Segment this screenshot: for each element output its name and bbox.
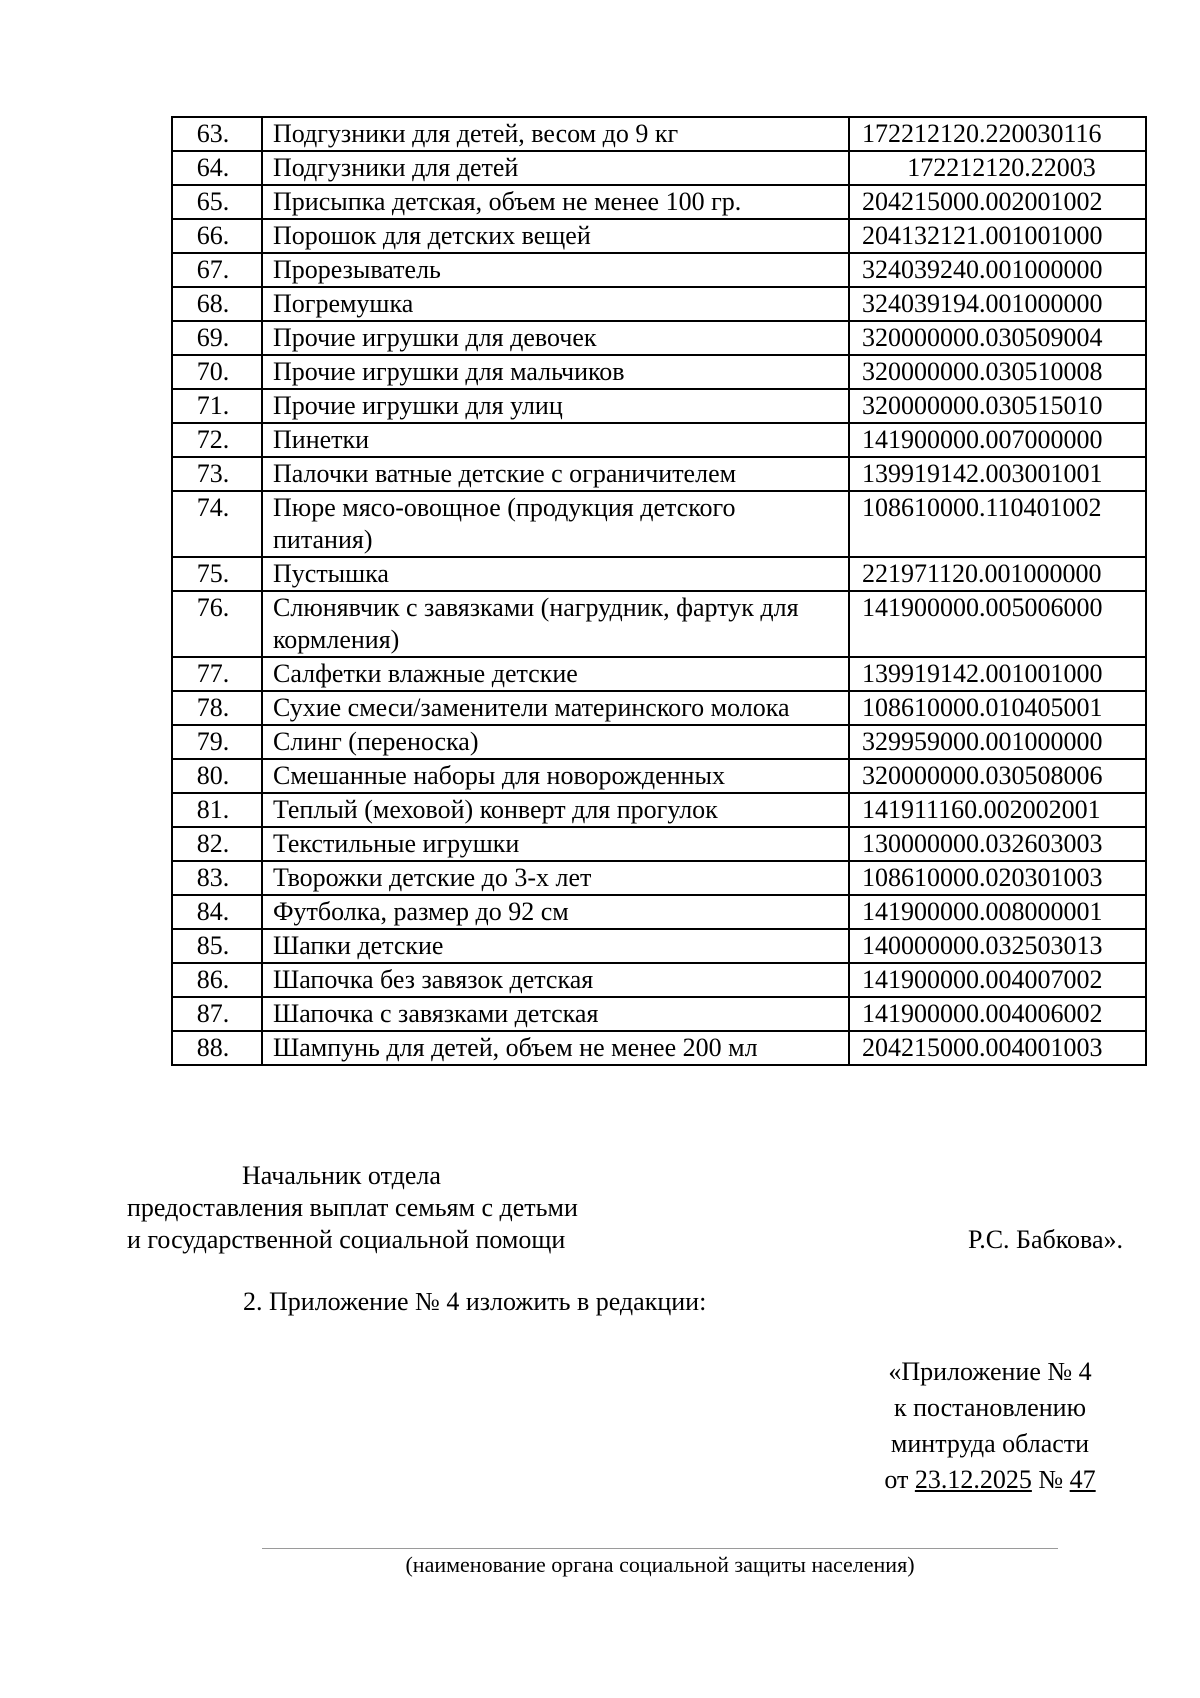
row-number: 76. xyxy=(172,591,262,657)
table-row xyxy=(172,557,1146,591)
row-number: 73. xyxy=(172,457,262,491)
item-code: 320000000.030509004 xyxy=(849,321,1146,355)
item-code: 204132121.001001000 xyxy=(849,219,1146,253)
item-code: 141900000.007000000 xyxy=(849,423,1146,457)
item-name: Прочие игрушки для мальчиков xyxy=(262,355,849,389)
item-code: 108610000.010405001 xyxy=(849,691,1146,725)
row-number: 70. xyxy=(172,355,262,389)
item-name: Творожки детские до 3-х лет xyxy=(262,861,849,895)
item-code: 141911160.002002001 xyxy=(849,793,1146,827)
table-row xyxy=(172,287,1146,321)
appendix-number: 47 xyxy=(1069,1465,1096,1494)
table-row xyxy=(172,759,1146,793)
position-line-2: предоставления выплат семьям с детьми xyxy=(127,1193,578,1222)
item-name: Шапочка с завязками детская xyxy=(262,997,849,1031)
table-row xyxy=(172,963,1146,997)
item-name: Футболка, размер до 92 см xyxy=(262,895,849,929)
item-name: Текстильные игрушки xyxy=(262,827,849,861)
row-number: 74. xyxy=(172,491,262,557)
item-code: 324039240.001000000 xyxy=(849,253,1146,287)
item-name: Подгузники для детей xyxy=(262,151,849,185)
item-code: 139919142.001001000 xyxy=(849,657,1146,691)
row-number: 82. xyxy=(172,827,262,861)
table-row xyxy=(172,389,1146,423)
item-code: 320000000.030515010 xyxy=(849,389,1146,423)
table-row xyxy=(172,861,1146,895)
table-row xyxy=(172,321,1146,355)
table-row xyxy=(172,423,1146,457)
item-code: 329959000.001000000 xyxy=(849,725,1146,759)
item-name: Пюре мясо-овощное (продукция детского питания) xyxy=(262,491,849,557)
item-code: 141900000.005006000 xyxy=(849,591,1146,657)
item-name: Шампунь для детей, объем не менее 200 мл xyxy=(262,1031,849,1065)
row-number: 88. xyxy=(172,1031,262,1065)
item-code: 130000000.032603003 xyxy=(849,827,1146,861)
item-code: 320000000.030508006 xyxy=(849,759,1146,793)
row-number: 79. xyxy=(172,725,262,759)
table-row xyxy=(172,895,1146,929)
item-code: 172212120.22003 xyxy=(849,151,1146,185)
from-label: от xyxy=(884,1465,909,1494)
appendix-line-1: «Приложение № 4 xyxy=(888,1357,1092,1386)
item-name: Слинг (переноска) xyxy=(262,725,849,759)
item-name: Прочие игрушки для улиц xyxy=(262,389,849,423)
table-row xyxy=(172,491,1146,557)
appendix-date: 23.12.2025 xyxy=(914,1465,1032,1494)
item-name: Смешанные наборы для новорожденных xyxy=(262,759,849,793)
table-row xyxy=(172,657,1146,691)
item-name: Присыпка детская, объем не менее 100 гр. xyxy=(262,185,849,219)
table-row xyxy=(172,355,1146,389)
table-row xyxy=(172,691,1146,725)
item-name: Порошок для детских вещей xyxy=(262,219,849,253)
table-row xyxy=(172,1031,1146,1065)
blank-line xyxy=(262,1548,1058,1549)
table-row xyxy=(172,151,1146,185)
table-row xyxy=(172,827,1146,861)
item-code: 320000000.030510008 xyxy=(849,355,1146,389)
row-number: 85. xyxy=(172,929,262,963)
blank-line-caption: (наименование органа социальной защиты населения) xyxy=(405,1552,915,1577)
item-name: Шапки детские xyxy=(262,929,849,963)
item-code: 139919142.003001001 xyxy=(849,457,1146,491)
table-row xyxy=(172,929,1146,963)
signatory-position xyxy=(127,1160,647,1256)
row-number: 75. xyxy=(172,557,262,591)
item-name: Шапочка без завязок детская xyxy=(262,963,849,997)
position-line-3: и государственной социальной помощи xyxy=(127,1225,566,1254)
position-line-1: Начальник отдела xyxy=(242,1161,441,1190)
goods-table-body xyxy=(172,117,1146,1065)
table-row xyxy=(172,591,1146,657)
row-number: 65. xyxy=(172,185,262,219)
item-code: 324039194.001000000 xyxy=(849,287,1146,321)
row-number: 68. xyxy=(172,287,262,321)
table-row xyxy=(172,185,1146,219)
row-number: 69. xyxy=(172,321,262,355)
item-name: Прорезыватель xyxy=(262,253,849,287)
row-number: 63. xyxy=(172,117,262,151)
item-code: 172212120.220030116 xyxy=(849,117,1146,151)
appendix-header xyxy=(840,1354,1140,1498)
item-name: Пинетки xyxy=(262,423,849,457)
row-number: 80. xyxy=(172,759,262,793)
number-label: № xyxy=(1038,1465,1064,1494)
paragraph-2: 2. Приложение № 4 изложить в редакции: xyxy=(243,1287,707,1316)
item-name: Прочие игрушки для девочек xyxy=(262,321,849,355)
item-name: Теплый (меховой) конверт для прогулок xyxy=(262,793,849,827)
item-code: 141900000.004006002 xyxy=(849,997,1146,1031)
item-code: 204215000.004001003 xyxy=(849,1031,1146,1065)
table-row xyxy=(172,219,1146,253)
item-name: Погремушка xyxy=(262,287,849,321)
appendix-line-3: минтруда области xyxy=(890,1429,1090,1458)
item-name: Слюнявчик с завязками (нагрудник, фартук для кормления) xyxy=(262,591,849,657)
appendix-line-2: к постановлению xyxy=(893,1393,1087,1422)
row-number: 77. xyxy=(172,657,262,691)
table-row xyxy=(172,793,1146,827)
item-name: Палочки ватные детские с ограничителем xyxy=(262,457,849,491)
row-number: 84. xyxy=(172,895,262,929)
item-code: 108610000.020301003 xyxy=(849,861,1146,895)
row-number: 78. xyxy=(172,691,262,725)
item-code: 204215000.002001002 xyxy=(849,185,1146,219)
row-number: 71. xyxy=(172,389,262,423)
item-code: 141900000.004007002 xyxy=(849,963,1146,997)
row-number: 64. xyxy=(172,151,262,185)
item-code: 221971120.001000000 xyxy=(849,557,1146,591)
row-number: 81. xyxy=(172,793,262,827)
table-row xyxy=(172,253,1146,287)
row-number: 66. xyxy=(172,219,262,253)
item-name: Сухие смеси/заменители материнского молока xyxy=(262,691,849,725)
row-number: 86. xyxy=(172,963,262,997)
item-name: Пустышка xyxy=(262,557,849,591)
item-name: Подгузники для детей, весом до 9 кг xyxy=(262,117,849,151)
item-code: 141900000.008000001 xyxy=(849,895,1146,929)
signatory-name: Р.С. Бабкова». xyxy=(968,1225,1124,1254)
goods-table xyxy=(171,116,1147,1066)
item-code: 108610000.110401002 xyxy=(849,491,1146,557)
row-number: 72. xyxy=(172,423,262,457)
item-code: 140000000.032503013 xyxy=(849,929,1146,963)
row-number: 67. xyxy=(172,253,262,287)
item-name: Салфетки влажные детские xyxy=(262,657,849,691)
table-row xyxy=(172,997,1146,1031)
table-row xyxy=(172,725,1146,759)
row-number: 83. xyxy=(172,861,262,895)
row-number: 87. xyxy=(172,997,262,1031)
appendix-line-4 xyxy=(840,1462,1140,1498)
table-row xyxy=(172,117,1146,151)
table-row xyxy=(172,457,1146,491)
